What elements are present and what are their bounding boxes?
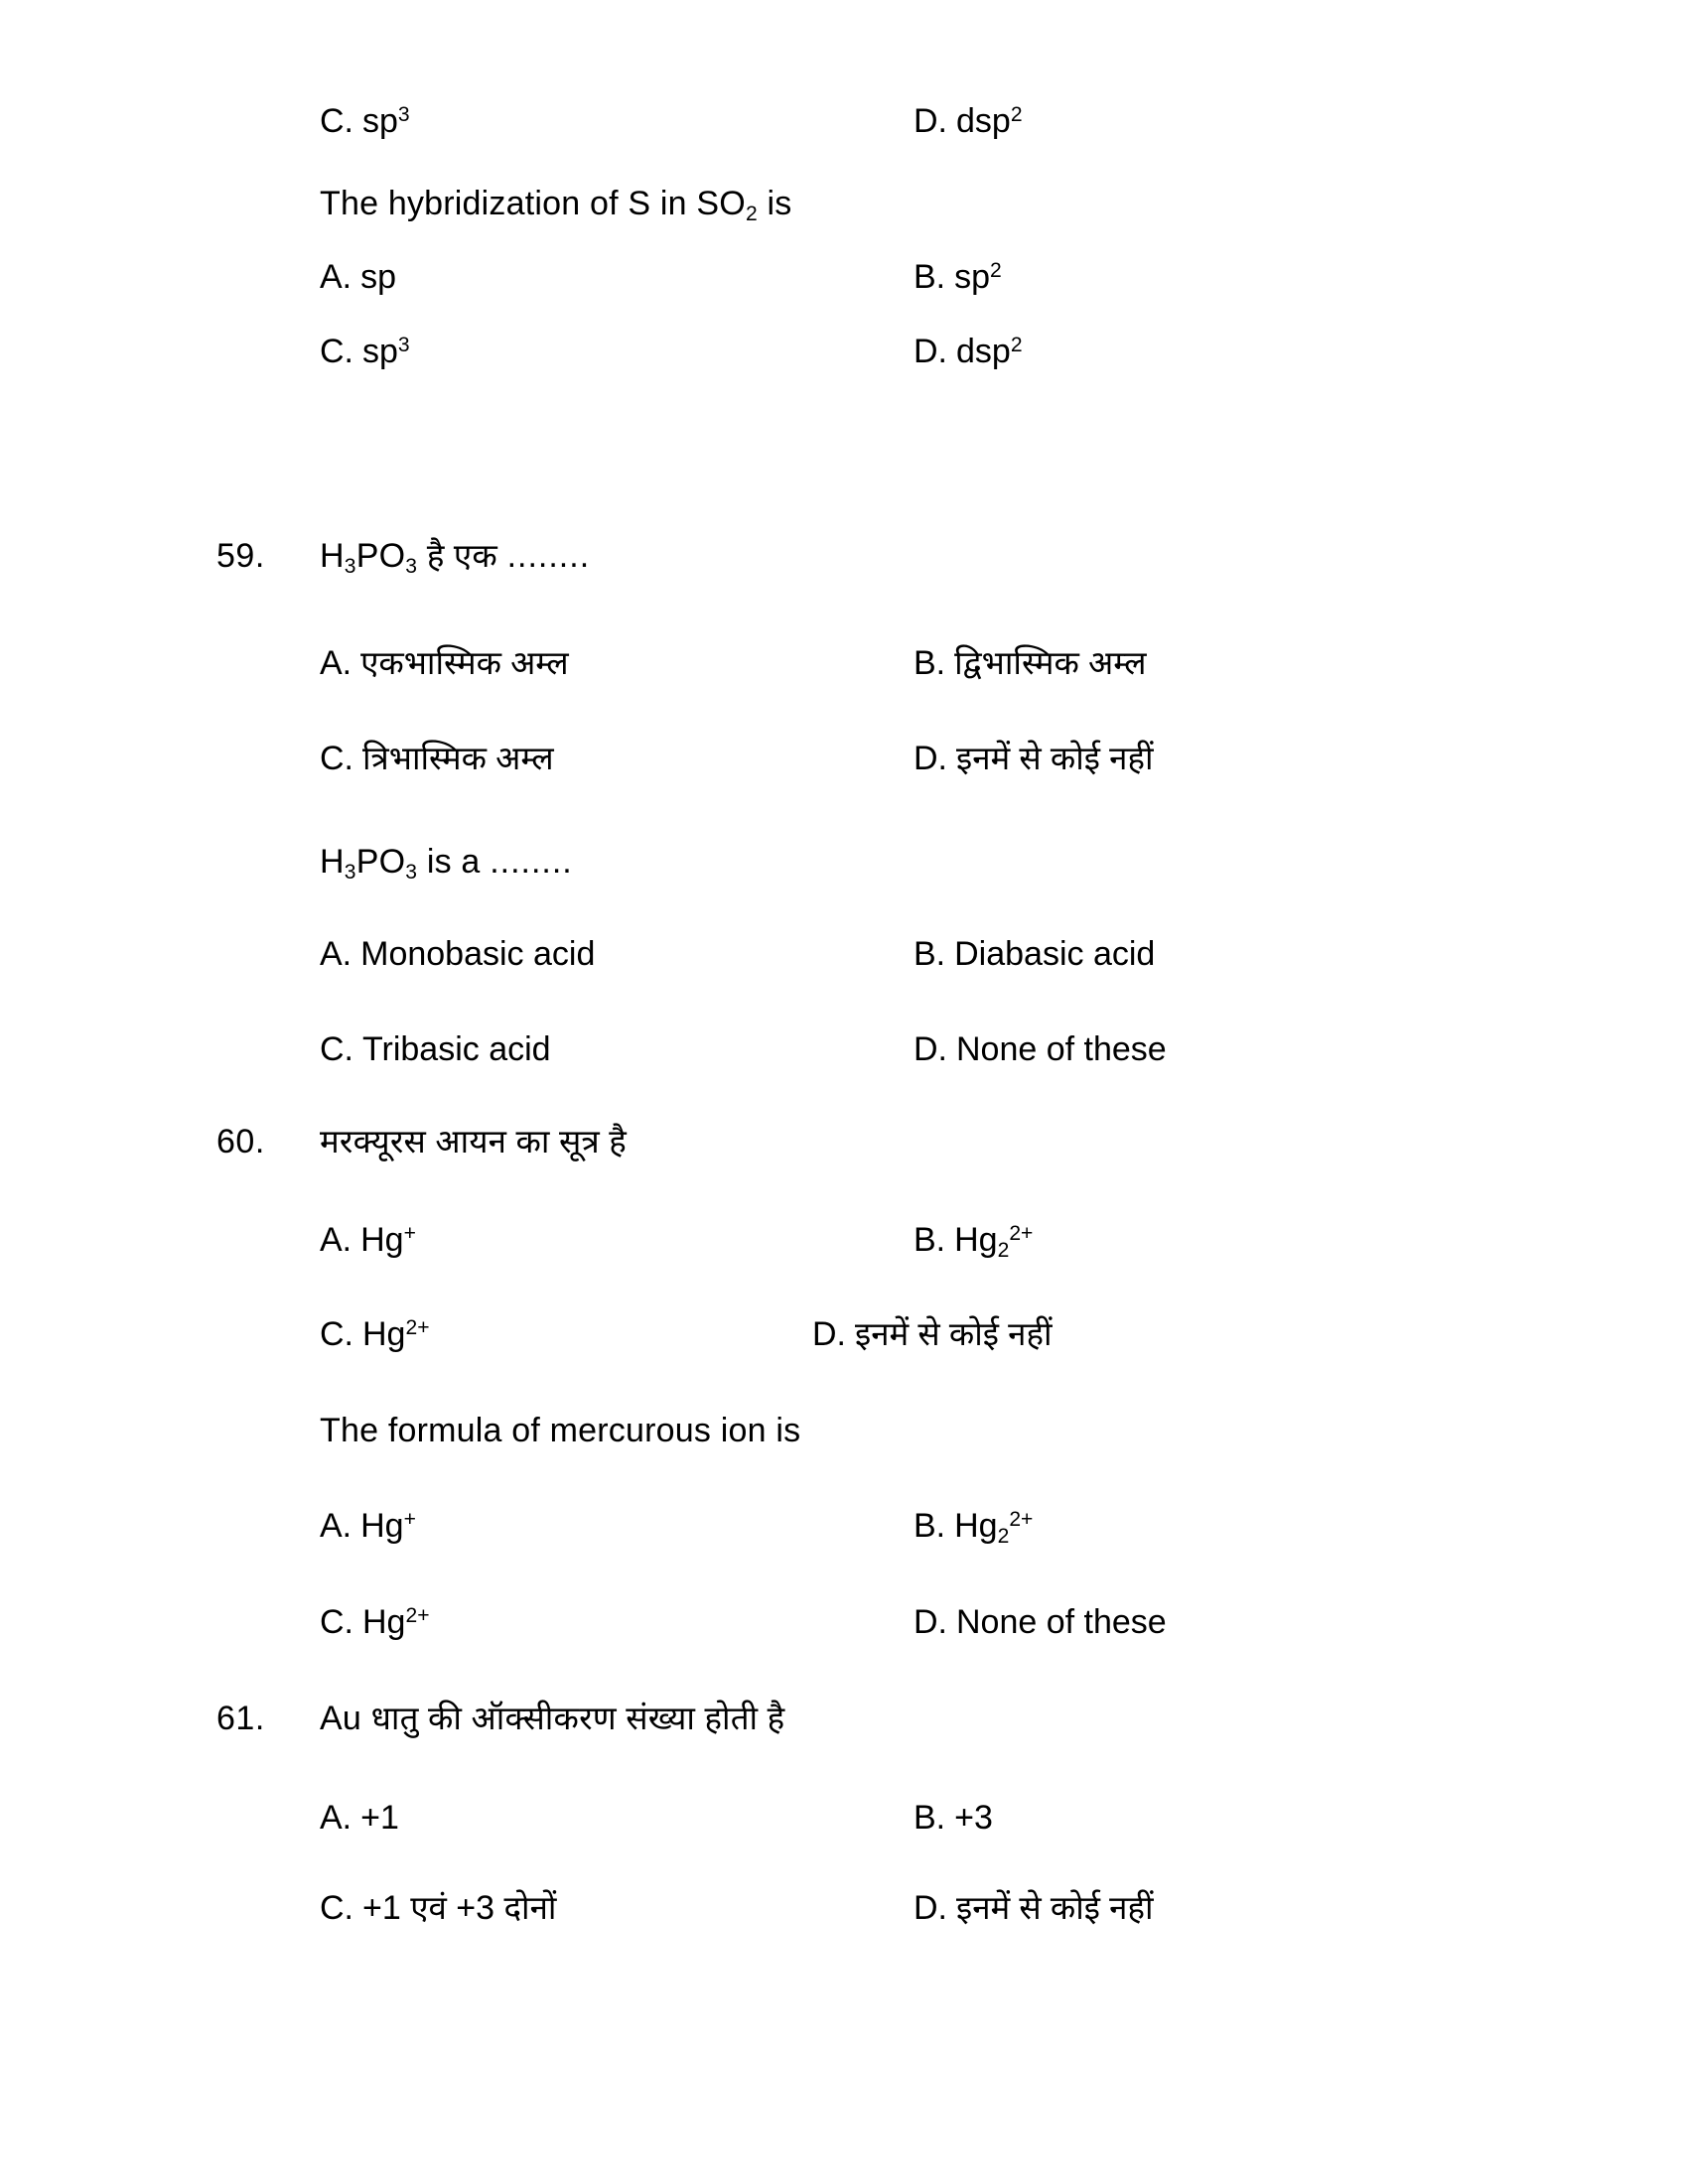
option-letter: A. bbox=[320, 1799, 352, 1837]
option-text: Monobasic acid bbox=[360, 935, 596, 973]
option-text: dsp$^2$ bbox=[956, 333, 1023, 370]
option-b[interactable] bbox=[914, 937, 1155, 971]
option-d[interactable] bbox=[812, 1317, 1053, 1351]
option-d[interactable] bbox=[914, 1032, 1167, 1066]
option-c[interactable] bbox=[320, 1317, 430, 1351]
option-c[interactable] bbox=[320, 1891, 556, 1925]
option-a[interactable] bbox=[320, 1509, 416, 1543]
option-text: Diabasic acid bbox=[954, 935, 1156, 973]
option-text: None of these bbox=[956, 1603, 1167, 1641]
option-text: +1 bbox=[360, 1799, 399, 1837]
option-text: Tribasic acid bbox=[362, 1030, 551, 1068]
question-number: 61. bbox=[216, 1700, 265, 1737]
option-letter: D. bbox=[914, 102, 947, 140]
option-letter: D. bbox=[914, 1889, 947, 1927]
option-b[interactable] bbox=[914, 1801, 993, 1835]
question-number: 59. bbox=[216, 537, 265, 575]
option-text: dsp$^2$ bbox=[956, 102, 1023, 140]
option-text: इनमें से कोई नहीं bbox=[855, 1315, 1053, 1352]
option-text: $sp^2$ bbox=[954, 258, 1002, 296]
option-d[interactable] bbox=[914, 1605, 1167, 1639]
option-text: $Hg^{2+}$ bbox=[362, 1315, 430, 1353]
option-text: $sp^3$ bbox=[362, 102, 410, 140]
option-a[interactable] bbox=[320, 1801, 399, 1835]
option-letter: C. bbox=[320, 1889, 353, 1927]
option-text: +1 एवं +3 दोनों bbox=[362, 1889, 557, 1927]
option-d[interactable] bbox=[914, 104, 1023, 138]
option-letter: B. bbox=[914, 1507, 946, 1545]
option-letter: D. bbox=[914, 740, 947, 777]
question-text: The formula of mercurous ion is bbox=[320, 1412, 801, 1449]
option-text: $Hg_2^{2+}$ bbox=[954, 1507, 1034, 1548]
option-letter: B. bbox=[914, 1221, 946, 1259]
option-letter: D. bbox=[914, 1030, 947, 1068]
option-c[interactable] bbox=[320, 1032, 551, 1066]
option-text: $sp^3$ bbox=[362, 333, 410, 370]
option-d[interactable] bbox=[914, 1891, 1154, 1925]
option-c[interactable] bbox=[320, 335, 410, 368]
option-text: Hg+ bbox=[360, 1221, 416, 1259]
option-b[interactable] bbox=[914, 1221, 1034, 1262]
option-text: त्रिभास्मिक अम्ल bbox=[362, 740, 554, 776]
option-text: इनमें से कोई नहीं bbox=[956, 1889, 1154, 1926]
option-a[interactable] bbox=[320, 1223, 416, 1257]
option-letter: D. bbox=[914, 1603, 947, 1641]
option-letter: B. bbox=[914, 644, 946, 682]
option-text: +3 bbox=[954, 1799, 993, 1837]
option-letter: C. bbox=[320, 1315, 353, 1353]
option-d[interactable] bbox=[914, 742, 1154, 775]
question-number: 60. bbox=[216, 1123, 265, 1160]
question-text: $H_3PO_3$ है एक ........ bbox=[320, 537, 591, 578]
option-text: sp bbox=[360, 258, 397, 296]
option-text: None of these bbox=[956, 1030, 1167, 1068]
question-text: Au धातु की ऑक्सीकरण संख्या होती है bbox=[320, 1700, 785, 1737]
option-c[interactable] bbox=[320, 104, 410, 138]
question-text: $H_3PO_3$ is a ........ bbox=[320, 843, 573, 884]
option-letter: A. bbox=[320, 1507, 352, 1545]
option-letter: C. bbox=[320, 1603, 353, 1641]
option-a[interactable] bbox=[320, 260, 396, 294]
question-text: मरक्यूरस आयन का सूत्र है bbox=[320, 1123, 628, 1160]
option-letter: C. bbox=[320, 1030, 353, 1068]
option-a[interactable] bbox=[320, 937, 595, 971]
option-letter: D. bbox=[812, 1315, 846, 1353]
option-c[interactable] bbox=[320, 1605, 430, 1639]
question-text: The hybridization of S in $SO_2$ is bbox=[320, 185, 792, 225]
option-letter: D. bbox=[914, 333, 947, 370]
option-letter: C. bbox=[320, 740, 353, 777]
option-text: $Hg_2^{2+}$ bbox=[954, 1221, 1034, 1262]
option-letter: B. bbox=[914, 935, 946, 973]
option-text: इनमें से कोई नहीं bbox=[956, 740, 1154, 776]
option-letter: C. bbox=[320, 102, 353, 140]
option-letter: C. bbox=[320, 333, 353, 370]
option-b[interactable] bbox=[914, 260, 1002, 294]
option-letter: B. bbox=[914, 258, 946, 296]
option-b[interactable] bbox=[914, 1507, 1034, 1548]
option-text: Hg+ bbox=[360, 1507, 416, 1545]
option-d[interactable] bbox=[914, 335, 1023, 368]
option-text: द्विभास्मिक अम्ल bbox=[954, 644, 1147, 681]
option-letter: A. bbox=[320, 1221, 352, 1259]
option-letter: B. bbox=[914, 1799, 946, 1837]
option-letter: A. bbox=[320, 258, 352, 296]
option-c[interactable] bbox=[320, 742, 554, 775]
option-a[interactable] bbox=[320, 646, 569, 680]
option-text: एकभास्मिक अम्ल bbox=[360, 644, 569, 681]
option-text: $Hg^{2+}$ bbox=[362, 1603, 430, 1641]
option-letter: A. bbox=[320, 644, 352, 682]
option-letter: A. bbox=[320, 935, 352, 973]
option-b[interactable] bbox=[914, 646, 1147, 680]
